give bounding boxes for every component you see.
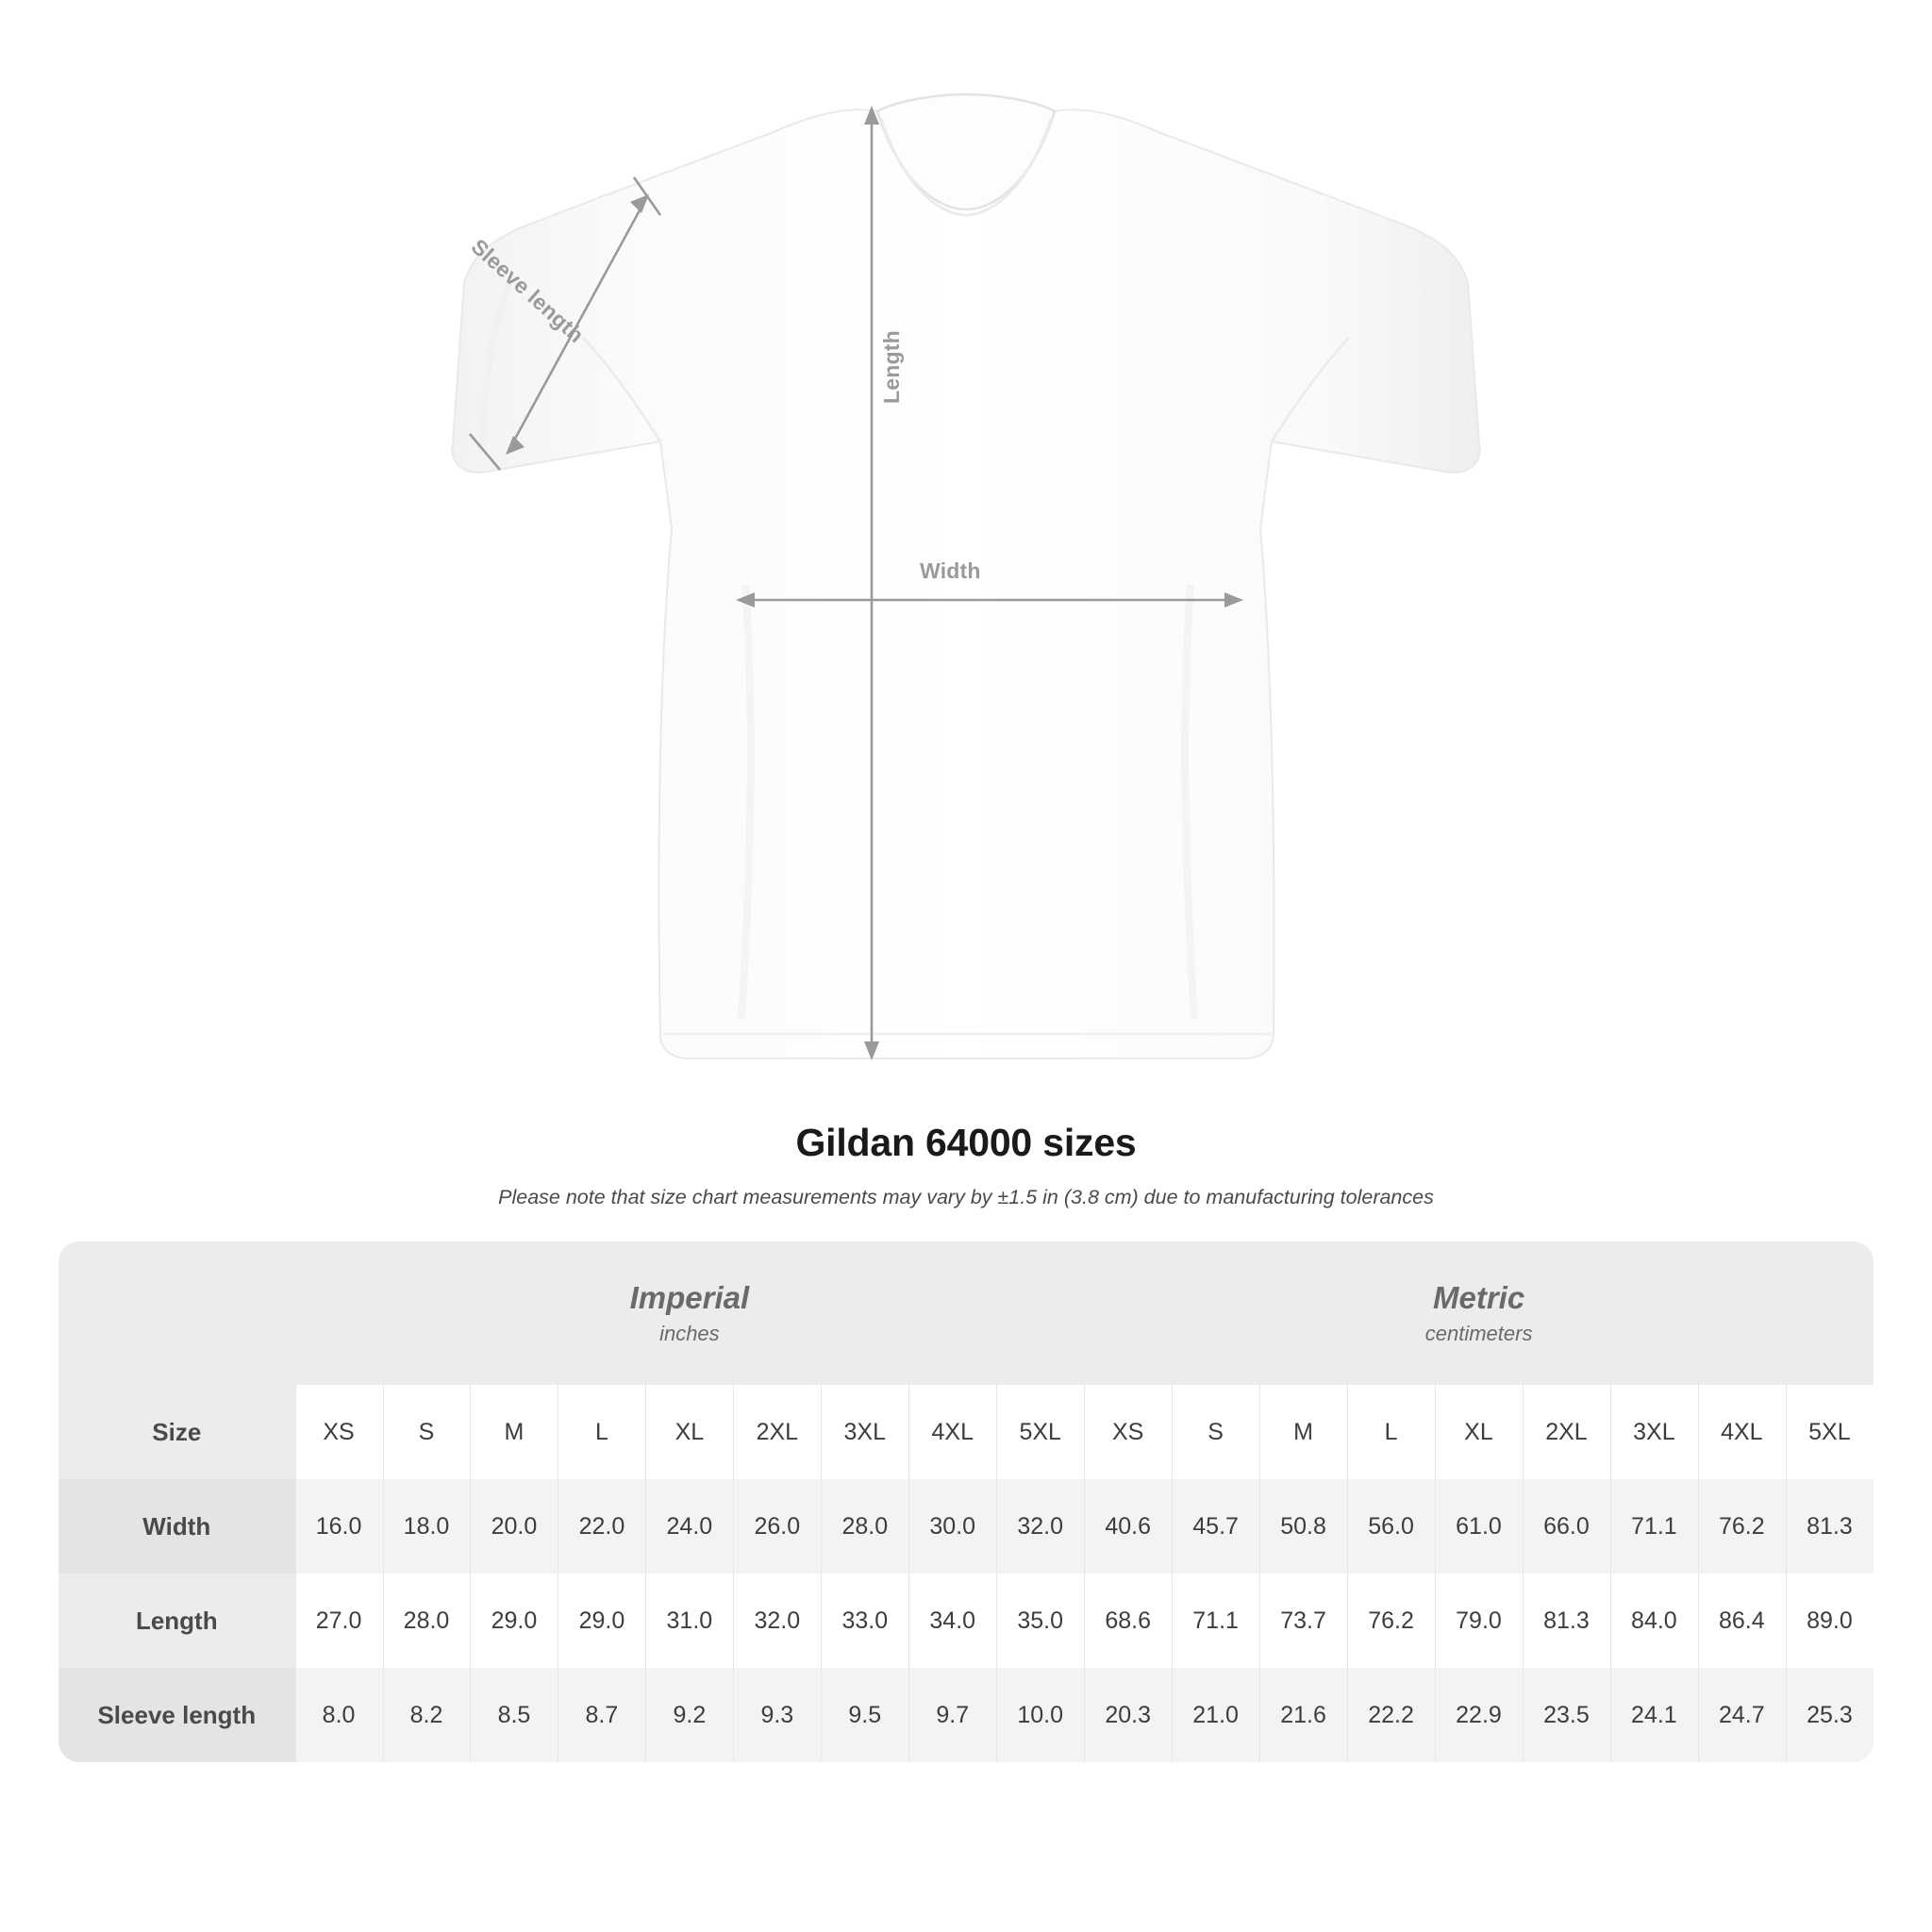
size-header-metric-5xl: 5XL xyxy=(1786,1385,1874,1479)
length-imperial-3xl: 33.0 xyxy=(821,1574,908,1668)
sleeve-imperial-5xl: 10.0 xyxy=(996,1668,1084,1762)
width-metric-5xl: 81.3 xyxy=(1786,1479,1874,1574)
width-metric-2xl: 66.0 xyxy=(1523,1479,1610,1574)
sleeve-imperial-xl: 9.2 xyxy=(645,1668,733,1762)
width-metric-s: 45.7 xyxy=(1172,1479,1259,1574)
sleeve-metric-l: 22.2 xyxy=(1347,1668,1435,1762)
row-label-length: Length xyxy=(58,1574,295,1668)
width-metric-xl: 61.0 xyxy=(1435,1479,1523,1574)
width-imperial-xs: 16.0 xyxy=(295,1479,383,1574)
size-header-imperial-xs: XS xyxy=(295,1385,383,1479)
table-row xyxy=(58,1479,1874,1574)
width-metric-m: 50.8 xyxy=(1259,1479,1347,1574)
size-header-imperial-5xl: 5XL xyxy=(996,1385,1084,1479)
size-header-imperial-s: S xyxy=(383,1385,471,1479)
length-imperial-m: 29.0 xyxy=(470,1574,558,1668)
size-header-metric-l: L xyxy=(1347,1385,1435,1479)
length-metric-s: 71.1 xyxy=(1172,1574,1259,1668)
sleeve-imperial-4xl: 9.7 xyxy=(908,1668,996,1762)
width-imperial-s: 18.0 xyxy=(383,1479,471,1574)
length-metric-5xl: 89.0 xyxy=(1786,1574,1874,1668)
size-header-imperial-xl: XL xyxy=(645,1385,733,1479)
size-header-metric-2xl: 2XL xyxy=(1523,1385,1610,1479)
width-imperial-2xl: 26.0 xyxy=(733,1479,821,1574)
row-label-header: Size xyxy=(58,1385,295,1479)
unit-group-metric-subtitle: centimeters xyxy=(1424,1321,1533,1345)
length-imperial-xl: 31.0 xyxy=(645,1574,733,1668)
unit-group-imperial-subtitle: inches xyxy=(659,1321,720,1345)
size-header-metric-s: S xyxy=(1172,1385,1259,1479)
length-metric-l: 76.2 xyxy=(1347,1574,1435,1668)
length-imperial-5xl: 35.0 xyxy=(996,1574,1084,1668)
row-label-width: Width xyxy=(58,1479,295,1574)
dimension-label-sleeve-length: Sleeve length xyxy=(466,234,590,348)
unit-group-imperial-title: Imperial xyxy=(629,1280,750,1316)
length-imperial-2xl: 32.0 xyxy=(733,1574,821,1668)
size-header-row xyxy=(58,1385,1874,1479)
width-metric-4xl: 76.2 xyxy=(1698,1479,1786,1574)
size-header-metric-3xl: 3XL xyxy=(1610,1385,1698,1479)
sleeve-metric-s: 21.0 xyxy=(1172,1668,1259,1762)
width-metric-3xl: 71.1 xyxy=(1610,1479,1698,1574)
dimension-label-length: Length xyxy=(879,330,904,404)
width-imperial-xl: 24.0 xyxy=(645,1479,733,1574)
length-metric-4xl: 86.4 xyxy=(1698,1574,1786,1668)
size-header-imperial-2xl: 2XL xyxy=(733,1385,821,1479)
length-imperial-s: 28.0 xyxy=(383,1574,471,1668)
size-header-imperial-l: L xyxy=(558,1385,645,1479)
sleeve-metric-3xl: 24.1 xyxy=(1610,1668,1698,1762)
unit-group-header-row xyxy=(58,1241,1874,1385)
width-imperial-3xl: 28.0 xyxy=(821,1479,908,1574)
sleeve-metric-xl: 22.9 xyxy=(1435,1668,1523,1762)
size-table xyxy=(58,1241,1874,1762)
length-metric-3xl: 84.0 xyxy=(1610,1574,1698,1668)
sleeve-metric-2xl: 23.5 xyxy=(1523,1668,1610,1762)
length-metric-2xl: 81.3 xyxy=(1523,1574,1610,1668)
width-imperial-5xl: 32.0 xyxy=(996,1479,1084,1574)
size-header-imperial-m: M xyxy=(470,1385,558,1479)
width-imperial-m: 20.0 xyxy=(470,1479,558,1574)
table-row xyxy=(58,1574,1874,1668)
sleeve-metric-m: 21.6 xyxy=(1259,1668,1347,1762)
row-label-sleeve-length: Sleeve length xyxy=(58,1668,295,1762)
width-metric-l: 56.0 xyxy=(1347,1479,1435,1574)
length-imperial-4xl: 34.0 xyxy=(908,1574,996,1668)
sleeve-imperial-l: 8.7 xyxy=(558,1668,645,1762)
size-header-metric-xl: XL xyxy=(1435,1385,1523,1479)
sleeve-imperial-s: 8.2 xyxy=(383,1668,471,1762)
size-header-imperial-4xl: 4XL xyxy=(908,1385,996,1479)
sleeve-imperial-xs: 8.0 xyxy=(295,1668,383,1762)
size-header-metric-xs: XS xyxy=(1084,1385,1172,1479)
size-header-imperial-3xl: 3XL xyxy=(821,1385,908,1479)
sleeve-metric-5xl: 25.3 xyxy=(1786,1668,1874,1762)
table-row xyxy=(58,1668,1874,1762)
sleeve-imperial-m: 8.5 xyxy=(470,1668,558,1762)
page-title: Gildan 64000 sizes xyxy=(795,1121,1137,1164)
length-metric-m: 73.7 xyxy=(1259,1574,1347,1668)
unit-group-metric-title: Metric xyxy=(1432,1280,1525,1316)
length-imperial-xs: 27.0 xyxy=(295,1574,383,1668)
sleeve-metric-4xl: 24.7 xyxy=(1698,1668,1786,1762)
length-imperial-l: 29.0 xyxy=(558,1574,645,1668)
sleeve-imperial-3xl: 9.5 xyxy=(821,1668,908,1762)
sleeve-imperial-2xl: 9.3 xyxy=(733,1668,821,1762)
unit-group-imperial xyxy=(295,1241,1085,1385)
unit-header-spacer xyxy=(58,1241,295,1385)
size-table-container xyxy=(58,1241,1874,1762)
unit-group-metric xyxy=(1084,1241,1874,1385)
tolerance-note: Please note that size chart measurements may vary by ±1.5 in (3.8 cm) due to manufacturing tolerances xyxy=(498,1186,1434,1208)
length-metric-xs: 68.6 xyxy=(1084,1574,1172,1668)
dimension-label-width: Width xyxy=(920,558,981,583)
title-block xyxy=(0,1121,1932,1209)
sleeve-metric-xs: 20.3 xyxy=(1084,1668,1172,1762)
size-header-metric-m: M xyxy=(1259,1385,1347,1479)
width-imperial-l: 22.0 xyxy=(558,1479,645,1574)
size-header-metric-4xl: 4XL xyxy=(1698,1385,1786,1479)
width-imperial-4xl: 30.0 xyxy=(908,1479,996,1574)
length-metric-xl: 79.0 xyxy=(1435,1574,1523,1668)
width-metric-xs: 40.6 xyxy=(1084,1479,1172,1574)
